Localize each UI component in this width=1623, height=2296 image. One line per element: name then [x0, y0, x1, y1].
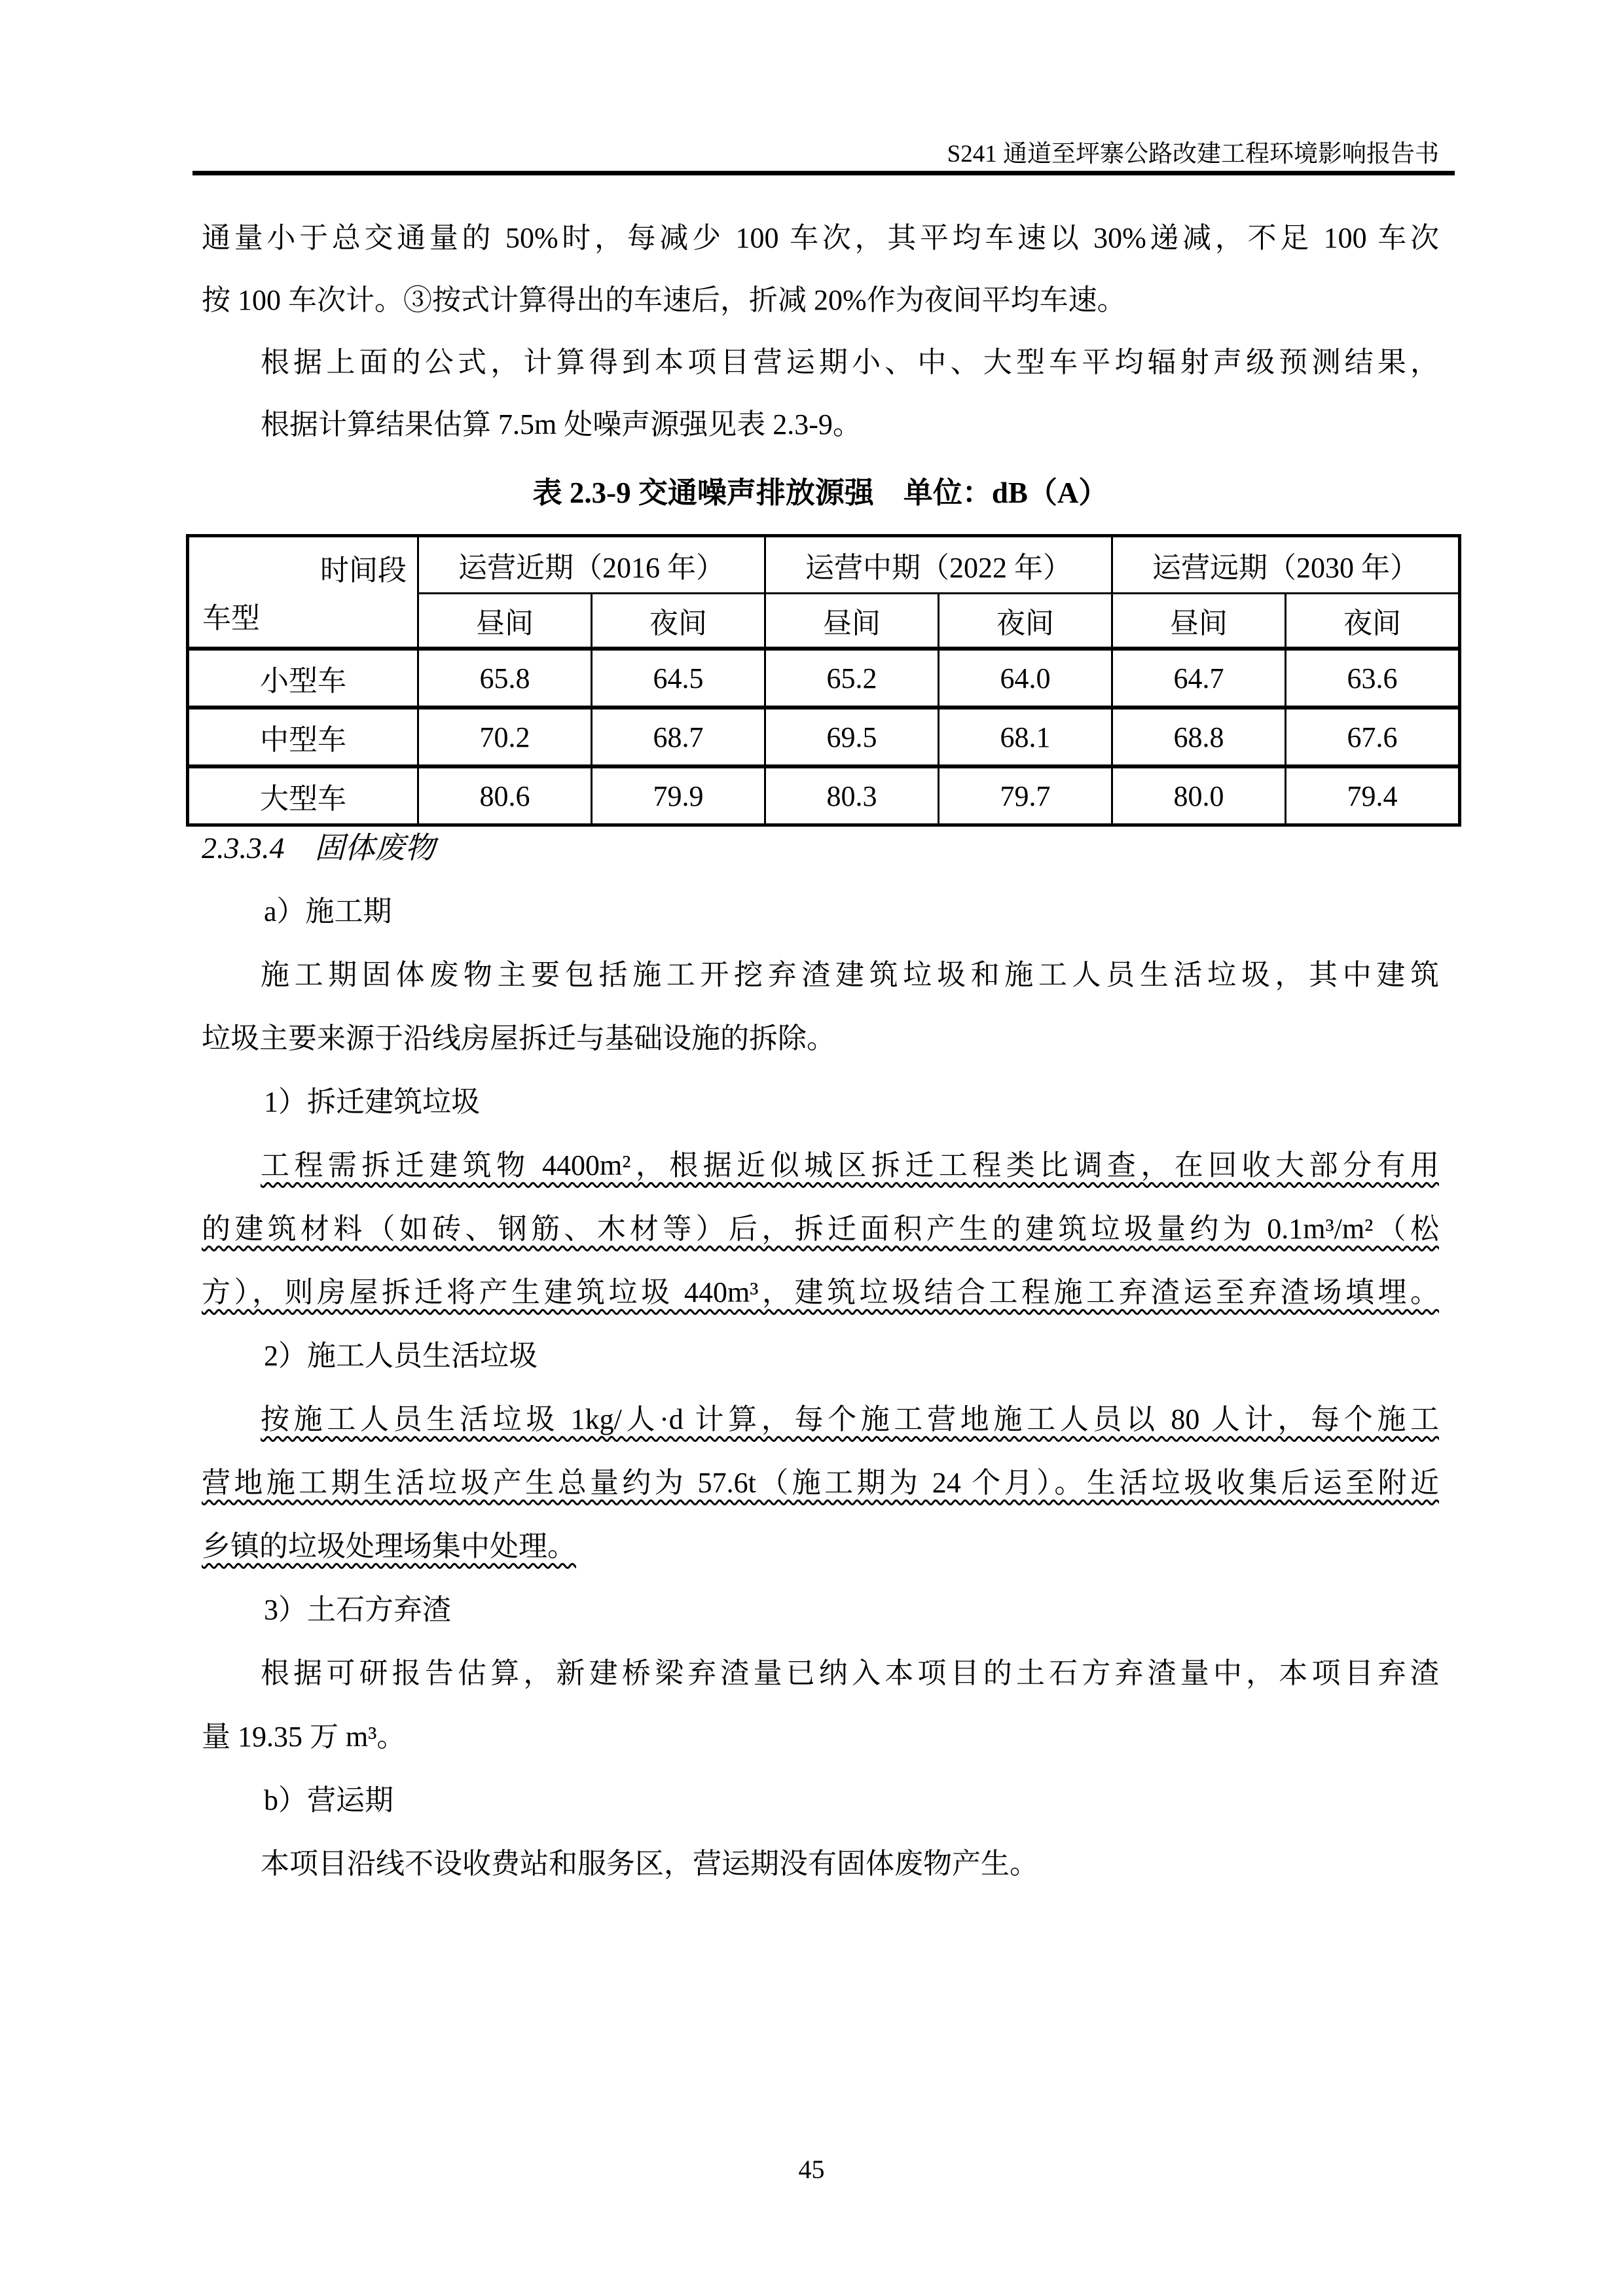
text-line: 根据上面的公式，计算得到本项目营运期小、中、大型车平均辐射声级预测结果， [261, 346, 1439, 378]
text-line: 方），则房屋拆迁将产生建筑垃圾 440m³，建筑垃圾结合工程施工弃渣运至弃渣场填埋。 [202, 1276, 1439, 1308]
text-line: 按施工人员生活垃圾 1kg/人·d 计算，每个施工营地施工人员以 80 人计，每个施工 [261, 1403, 1439, 1435]
table-cell: 67.6 [1286, 708, 1460, 766]
text-line: 垃圾主要来源于沿线房屋拆迁与基础设施的拆除。 [202, 1022, 835, 1054]
column-header-night: 夜间 [939, 594, 1112, 649]
table-cell: 80.6 [418, 766, 592, 825]
row-label: 小型车 [188, 649, 418, 708]
text-line: a）施工期 [264, 895, 392, 927]
column-group-far: 运营远期（2030 年） [1112, 536, 1460, 594]
column-header-day: 昼间 [1112, 594, 1286, 649]
page-number: 45 [798, 2155, 825, 2184]
body-text-after-table [202, 816, 1439, 1895]
table-cell: 68.1 [939, 708, 1112, 766]
text-line: 2）施工人员生活垃圾 [264, 1340, 538, 1372]
table-cell: 64.7 [1112, 649, 1286, 708]
table-header-group-row [188, 536, 1460, 594]
text-line: 按 100 车次计。③按式计算得出的车速后，折减 20%作为夜间平均车速。 [202, 284, 1126, 316]
table-row-medium-vehicle [188, 708, 1460, 766]
text-line: 营地施工期生活垃圾产生总量约为 57.6t（施工期为 24 个月）。生活垃圾收集后运至附近 [202, 1467, 1439, 1499]
header-rule [192, 171, 1455, 175]
table-caption: 表 2.3-9 交通噪声排放源强 单位：dB（A） [532, 476, 1108, 509]
body-text-before-table [202, 207, 1439, 456]
text-line: b）营运期 [264, 1784, 393, 1816]
table-cell: 69.5 [765, 708, 939, 766]
corner-label-vehicle: 车型 [202, 602, 260, 634]
text-line: 通量小于总交通量的 50%时，每减少 100 车次，其平均车速以 30%递减，不足 100 车次 [202, 222, 1439, 254]
table-cell: 63.6 [1286, 649, 1460, 708]
table-cell: 79.7 [939, 766, 1112, 825]
table-cell: 70.2 [418, 708, 592, 766]
table-cell: 65.8 [418, 649, 592, 708]
table-corner-cell [188, 536, 418, 649]
text-line: 施工期固体废物主要包括施工开挖弃渣建筑垃圾和施工人员生活垃圾，其中建筑 [261, 959, 1439, 991]
column-group-near: 运营近期（2016 年） [418, 536, 765, 594]
section-heading: 2.3.3.4 固体废物 [202, 831, 435, 865]
text-line: 量 19.35 万 m³。 [202, 1721, 406, 1753]
table-row-small-vehicle [188, 649, 1460, 708]
table-cell: 65.2 [765, 649, 939, 708]
table-cell: 80.3 [765, 766, 939, 825]
column-header-night: 夜间 [592, 594, 765, 649]
text-line: 1）拆迁建筑垃圾 [264, 1086, 480, 1118]
row-label: 大型车 [188, 766, 418, 825]
table-cell: 68.8 [1112, 708, 1286, 766]
text-line: 本项目沿线不设收费站和服务区，营运期没有固体废物产生。 [261, 1848, 1038, 1880]
text-line: 3）土石方弃渣 [264, 1594, 451, 1626]
column-header-day: 昼间 [418, 594, 592, 649]
row-label: 中型车 [188, 708, 418, 766]
text-line: 根据计算结果估算 7.5m 处噪声源强见表 2.3-9。 [261, 408, 862, 440]
header-title: S241 通道至坪寨公路改建工程环境影响报告书 [947, 141, 1439, 168]
text-line: 的建筑材料（如砖、钢筋、木材等）后，拆迁面积产生的建筑垃圾量约为 0.1m³/m²（松 [202, 1213, 1439, 1245]
column-header-night: 夜间 [1286, 594, 1460, 649]
text-line: 根据可研报告估算，新建桥梁弃渣量已纳入本项目的土石方弃渣量中，本项目弃渣 [261, 1657, 1439, 1689]
corner-label-period: 时间段 [320, 554, 407, 586]
column-group-middle: 运营中期（2022 年） [765, 536, 1112, 594]
table-cell: 79.9 [592, 766, 765, 825]
table-cell: 64.5 [592, 649, 765, 708]
table-cell: 80.0 [1112, 766, 1286, 825]
table-cell: 68.7 [592, 708, 765, 766]
column-header-day: 昼间 [765, 594, 939, 649]
noise-emission-table [186, 534, 1461, 827]
table-cell: 79.4 [1286, 766, 1460, 825]
table-cell: 64.0 [939, 649, 1112, 708]
text-line: 工程需拆迁建筑物 4400m²，根据近似城区拆迁工程类比调查，在回收大部分有用 [261, 1149, 1439, 1181]
text-line: 乡镇的垃圾处理场集中处理。 [202, 1530, 576, 1562]
